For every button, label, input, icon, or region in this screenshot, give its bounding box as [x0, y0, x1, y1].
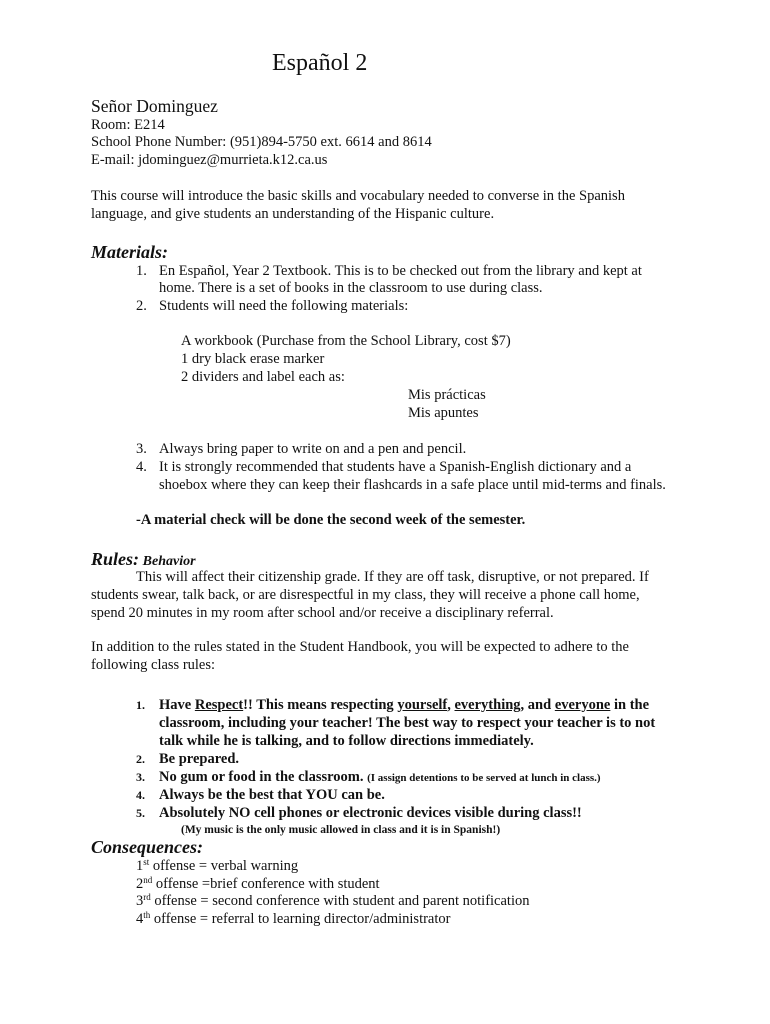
rule-3-text: No gum or food in the classroom.: [159, 769, 368, 785]
consequences-heading: Consequences:: [91, 837, 203, 857]
addition-line-1: In addition to the rules stated in the Student Handbook, you will be expected to adhere to the: [91, 639, 629, 655]
rule-1-number: 1.: [136, 698, 145, 712]
addition-line-2: following class rules:: [91, 657, 216, 673]
materials-item-2-number: 2.: [136, 298, 147, 314]
room-line: Room: E214: [91, 117, 165, 133]
teacher-name: Señor Dominguez: [91, 96, 218, 116]
consequence-1-number: 1: [136, 858, 144, 874]
rule-4-number: 4.: [136, 788, 145, 802]
rule-5-number: 5.: [136, 806, 145, 820]
sublist-dividers: 2 dividers and label each as:: [181, 369, 345, 385]
materials-item-2-line-1: Students will need the following materials:: [159, 298, 409, 314]
consequence-2: [136, 875, 380, 893]
materials-item-4-line-2: shoebox where they can keep their flashcards in a safe place until mid-terms and finals.: [159, 477, 666, 493]
rule-3-number: 3.: [136, 770, 145, 784]
email-line: E-mail: jdominguez@murrieta.k12.ca.us: [91, 152, 328, 168]
consequence-3-suffix: rd: [143, 892, 151, 902]
consequence-1-text: offense = verbal warning: [149, 858, 299, 874]
rule-1-respect: Respect: [194, 697, 244, 713]
sublist-marker: 1 dry black erase marker: [181, 351, 325, 367]
materials-item-3-line-1: Always bring paper to write on and a pen and pencil.: [159, 441, 467, 457]
materials-item-3-number: 3.: [136, 441, 147, 457]
consequence-2-number: 2: [136, 876, 144, 892]
materials-item-1-number: 1.: [136, 263, 147, 279]
consequence-2-text: offense =brief conference with student: [152, 876, 380, 892]
materials-item-1-line-1: En Español, Year 2 Textbook. This is to be checked out from the library and kept at: [159, 263, 642, 279]
materials-heading: Materials:: [91, 242, 169, 262]
rule-2-text: Be prepared.: [159, 751, 240, 767]
consequence-3-text: offense = second conference with student and parent notification: [150, 893, 530, 909]
consequence-4-text: offense = referral to learning director/administrator: [150, 911, 451, 927]
rule-2-number: 2.: [136, 752, 145, 766]
rule-1-text-e: in the: [610, 697, 650, 713]
rule-1-text-a: Have: [159, 697, 195, 713]
rule-1-text-c: ,: [447, 697, 455, 713]
consequence-4: [136, 910, 450, 928]
intro-line-1: This course will introduce the basic skills and vocabulary needed to converse in the Spanish: [91, 188, 625, 204]
behavior-line-3: spend 20 minutes in my room after school and/or receive a disciplinary referral.: [91, 605, 554, 621]
page-title: Español 2: [272, 50, 368, 76]
consequence-1: [136, 857, 298, 875]
divider-label-practicas: Mis prácticas: [408, 387, 486, 403]
rules-heading: Rules:: [91, 549, 140, 569]
phone-line: School Phone Number: (951)894-5750 ext. 6614 and 8614: [91, 134, 432, 150]
consequence-1-suffix: st: [143, 857, 150, 867]
materials-item-4-number: 4.: [136, 459, 147, 475]
music-note: (My music is the only music allowed in class and it is in Spanish!): [181, 824, 501, 836]
rule-3-note: (I assign detentions to be served at lunch in class.): [367, 772, 601, 784]
materials-item-1-line-2: home. There is a set of books in the classroom to use during class.: [159, 280, 543, 296]
consequence-3-number: 3: [136, 893, 144, 909]
materials-item-4-line-1: It is strongly recommended that students have a Spanish-English dictionary and a: [159, 459, 632, 475]
divider-label-apuntes: Mis apuntes: [408, 405, 479, 421]
rule-1-everything: everything: [454, 697, 521, 713]
rule-1-line-2: classroom, including your teacher! The best way to respect your teacher is to not: [159, 715, 656, 731]
behavior-line-1: This will affect their citizenship grade. If they are off task, disruptive, or not prepared. If: [136, 569, 649, 585]
rule-1-line-1: [159, 696, 649, 714]
rule-1-yourself: yourself: [397, 697, 448, 713]
consequence-4-number: 4: [136, 911, 144, 927]
rule-5-text: Absolutely NO cell phones or electronic devices visible during class!!: [159, 805, 582, 821]
rule-1-line-3: talk while he is talking, and to follow directions immediately.: [159, 733, 534, 749]
consequence-2-suffix: nd: [143, 875, 153, 885]
rule-3-line: [159, 768, 601, 787]
rule-1-text-d: , and: [520, 697, 555, 713]
behavior-line-2: students swear, talk back, or are disrespectful in my class, they will receive a phone call home,: [91, 587, 640, 603]
consequence-3: [136, 892, 530, 910]
rules-subheading: Behavior: [142, 554, 196, 569]
intro-line-2: language, and give students an understanding of the Hispanic culture.: [91, 206, 495, 222]
rule-4-text: Always be the best that YOU can be.: [159, 787, 385, 803]
rule-1-everyone: everyone: [554, 697, 611, 713]
material-check-note: -A material check will be done the second week of the semester.: [136, 512, 526, 528]
consequence-4-suffix: th: [143, 910, 151, 920]
sublist-workbook: A workbook (Purchase from the School Library, cost $7): [181, 333, 511, 349]
rule-1-text-b: !! This means respecting: [243, 697, 398, 713]
